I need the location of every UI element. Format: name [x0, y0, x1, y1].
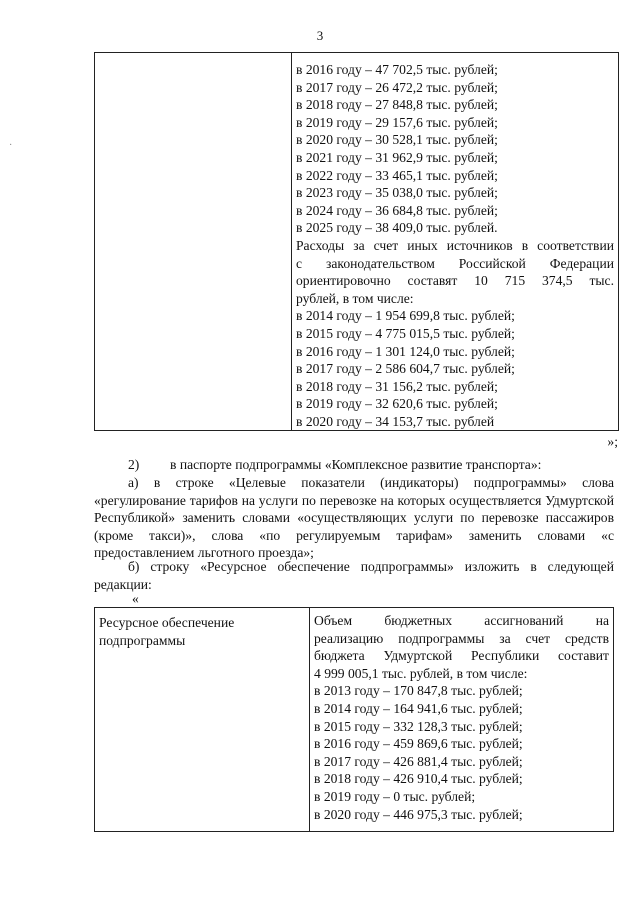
- funding-line: в 2018 году – 27 848,8 тыс. рублей;: [296, 97, 498, 113]
- amendment-subitem-b: б) строку «Ресурсное обеспечение подпрограммы» изложить в следующей редакции:: [94, 559, 614, 592]
- funding-line: в 2020 году – 30 528,1 тыс. рублей;: [296, 132, 498, 148]
- funding-line: в 2018 году – 31 156,2 тыс. рублей;: [296, 378, 498, 394]
- funding-line: в 2020 году – 34 153,7 тыс. рублей: [296, 413, 495, 429]
- resource-text-line: бюджета Удмуртской Республики составит: [314, 648, 609, 664]
- margin-mark: ·: [9, 140, 13, 151]
- funding-text-line: ориентировочно составят 10 715 374,5 тыс.: [296, 273, 614, 289]
- funding-line: в 2014 году – 1 954 699,8 тыс. рублей;: [296, 308, 515, 324]
- funding-line: в 2018 году – 426 910,4 тыс. рублей;: [314, 771, 523, 787]
- funding-line: в 2015 году – 4 775 015,5 тыс. рублей;: [296, 325, 515, 341]
- funding-line: в 2014 году – 164 941,6 тыс. рублей;: [314, 700, 523, 716]
- funding-line: в 2016 году – 47 702,5 тыс. рублей;: [296, 62, 498, 77]
- resource-label: Ресурсное обеспечение подпрограммы: [99, 615, 235, 648]
- resource-text-line: реализацию подпрограммы за счет средств: [314, 630, 609, 646]
- funding-line: в 2019 году – 32 620,6 тыс. рублей;: [296, 396, 498, 412]
- opening-quote-mark: «: [132, 591, 139, 606]
- funding-text-line: Расходы за счет иных источников в соответствии: [296, 237, 614, 253]
- funding-line: в 2019 году – 0 тыс. рублей;: [314, 788, 476, 804]
- funding-line: в 2016 году – 1 301 124,0 тыс. рублей;: [296, 343, 515, 359]
- table-label-cell: [95, 608, 310, 832]
- funding-text-line: рублей, в том числе:: [296, 290, 414, 306]
- closing-quote-mark: »;: [607, 434, 618, 449]
- table-label-cell: [95, 53, 292, 431]
- resource-text-line: Объем бюджетных ассигнований на: [314, 613, 609, 628]
- table-value-cell: [310, 608, 614, 832]
- funding-line: в 2024 году – 36 684,8 тыс. рублей;: [296, 202, 498, 218]
- table-row: [95, 608, 614, 832]
- funding-line: в 2022 году – 33 465,1 тыс. рублей;: [296, 167, 498, 183]
- item-number: 2): [128, 457, 140, 472]
- table-value-cell: [292, 53, 619, 431]
- funding-line: в 2023 году – 35 038,0 тыс. рублей;: [296, 185, 498, 201]
- funding-table-continued: [94, 52, 619, 431]
- funding-line: в 2025 году – 38 409,0 тыс. рублей.: [296, 220, 498, 236]
- funding-line: в 2019 году – 29 157,6 тыс. рублей;: [296, 114, 498, 130]
- funding-line: в 2020 году – 446 975,3 тыс. рублей;: [314, 806, 523, 822]
- funding-line: в 2013 году – 170 847,8 тыс. рублей;: [314, 683, 523, 699]
- page-number: 3: [316, 28, 324, 43]
- amendment-item-2: [94, 456, 614, 474]
- table-row: [95, 53, 619, 431]
- funding-line: в 2017 году – 26 472,2 тыс. рублей;: [296, 79, 498, 95]
- funding-line: в 2017 году – 426 881,4 тыс. рублей;: [314, 753, 523, 769]
- funding-text-line: с законодательством Российской Федерации: [296, 255, 614, 271]
- amendment-subitem-a: а) в строке «Целевые показатели (индикаторы) подпрограммы» слова «регулирование тарифов на услуги по перевозке на которых осуществляется Удмуртской Республикой» заменить словами «осуществляющих услуги по перевозке пассажиров (кроме такси)», слова «по регулируемым тарифам» заменить словами «с предоставлением льготного проезда»;: [94, 475, 614, 561]
- resource-text-line: 4 999 005,1 тыс. рублей, в том числе:: [314, 665, 528, 681]
- item-text: в паспорте подпрограммы «Комплексное развитие транспорта»:: [170, 457, 542, 472]
- funding-line: в 2021 году – 31 962,9 тыс. рублей;: [296, 149, 498, 165]
- funding-line: в 2017 году – 2 586 604,7 тыс. рублей;: [296, 361, 515, 377]
- funding-line: в 2016 году – 459 869,6 тыс. рублей;: [314, 736, 523, 752]
- resource-table: [94, 607, 614, 832]
- funding-line: в 2015 году – 332 128,3 тыс. рублей;: [314, 718, 523, 734]
